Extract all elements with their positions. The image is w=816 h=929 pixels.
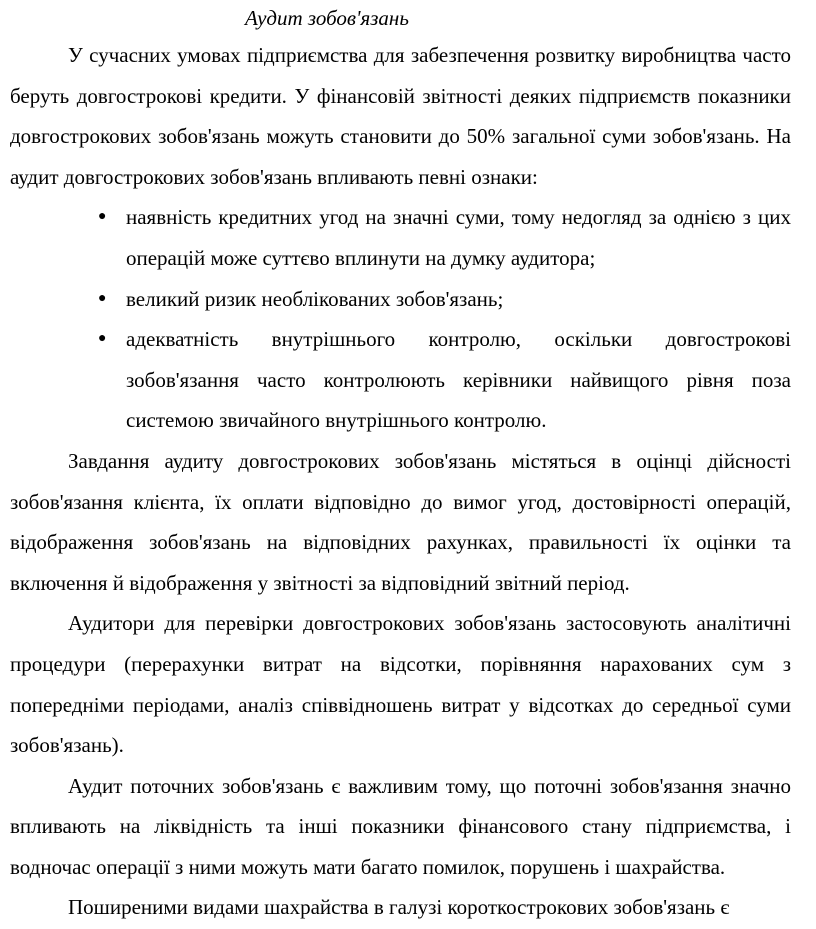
paragraph-fraud: Поширеними видами шахрайства в галузі короткострокових зобов'язань є bbox=[68, 895, 730, 920]
paragraph-procedures: Аудитори для перевірки довгострокових зобов'язань застосовують аналітичні процедури (перерахунки витрат на відсотки, порівняння нарахованих сум з попередніми періодами, аналіз співвідношень витрат у відсотках до середньої суми зобов'язань). bbox=[10, 611, 791, 758]
paragraph-tasks: Завдання аудиту довгострокових зобов'язань містяться в оцінці дійсності зобов'язання клієнта, їх оплати відповідно до вимог угод, достовірності операцій, відображення зобов'язань на відповідних рахунках, правильності їх оцінки та включення й відображення у звітності за відповідний звітний період. bbox=[10, 448, 791, 595]
paragraph-intro: У сучасних умовах підприємства для забезпечення розвитку виробництва часто беруть довгострокові кредити. У фінансовій звітності деяких підприємств показники довгострокових зобов'язань можуть становити до 50% загальної суми зобов'язань. На аудит довгострокових зобов'язань впливають певні ознаки: bbox=[10, 43, 791, 189]
bullet-list bbox=[10, 197, 791, 441]
list-item bbox=[10, 319, 791, 441]
paragraph-current-liabilities: Аудит поточних зобов'язань є важливим тому, що поточні зобов'язання значно впливають на ліквідність та інші показники фінансового стану підприємства, і водночас операції з ними можуть мати багато помилок, порушень і шахрайства. bbox=[10, 773, 791, 879]
section-title: Аудит зобов'язань bbox=[245, 6, 409, 30]
bullet-icon: ● bbox=[98, 209, 107, 225]
list-item-text: адекватність внутрішнього контролю, оскільки довгострокові зобов'язання часто контролюють керівники найвищого рівня поза системою звичайного внутрішнього контролю. bbox=[126, 327, 791, 433]
document-page bbox=[10, 0, 791, 928]
bullet-icon: ● bbox=[98, 331, 107, 347]
list-item-text: наявність кредитних угод на значні суми, тому недогляд за однією з цих операцій може суттєво вплинути на думку аудитора; bbox=[126, 205, 791, 270]
list-item bbox=[10, 279, 791, 320]
bullet-icon: ● bbox=[98, 290, 107, 306]
list-item bbox=[10, 197, 791, 278]
list-item-text: великий ризик необлікованих зобов'язань; bbox=[126, 286, 504, 311]
